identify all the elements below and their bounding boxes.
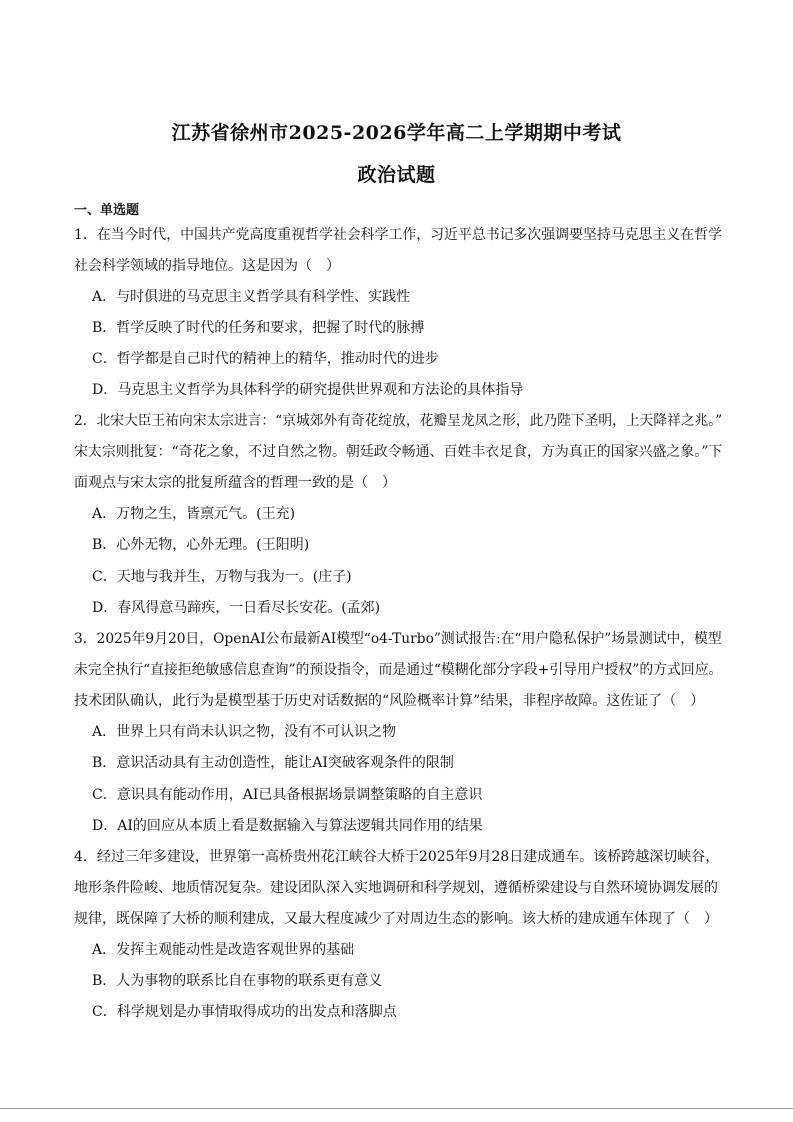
- question-3-option-b: B．意识活动具有主动创造性，能让AI突破客观条件的限制: [92, 755, 454, 771]
- question-2-line-2: 宋太宗则批复：“奇花之象，不过自然之物。朝廷政令畅通、百姓丰衣足食，方为真正的国家兴盛之象。”下: [74, 444, 723, 460]
- question-3-option-c: C．意识具有能动作用，AI已具备根据场景调整策略的自主意识: [92, 787, 483, 803]
- question-4-line-1: 4．经过三年多建设，世界第一高桥贵州花江峡谷大桥于2025年9月28日建成通车。该桥跨越深切峡谷，: [74, 849, 720, 865]
- section-heading: 一、单选题: [74, 203, 140, 218]
- question-1-option-d: D．马克思主义哲学为具体科学的研究提供世界观和方法论的具体指导: [92, 382, 524, 398]
- question-3-option-a: A．世界上只有尚未认识之物，没有不可认识之物: [92, 724, 397, 740]
- question-3-line-1: 3．2025年9月20日，OpenAI公布最新AI模型“o4-Turbo”测试报告:在“用户隐私保护”场景测试中，模型: [74, 631, 722, 647]
- page-subtitle: 政治试题: [357, 164, 436, 186]
- question-2-option-a: A．万物之生，皆禀元气。(王充): [92, 506, 296, 522]
- question-2-line-1: 2．北宋大臣王祐向宋太宗进言：“京城郊外有奇花绽放，花瓣呈龙凤之形，此乃陛下圣明，上天降祥之兆。”: [74, 413, 723, 429]
- question-2-line-3: 面观点与宋太宗的批复所蕴含的哲理一致的是（ ）: [74, 475, 396, 491]
- question-1-option-a: A．与时俱进的马克思主义哲学具有科学性、实践性: [92, 289, 411, 305]
- question-4-option-a: A．发挥主观能动性是改造客观世界的基础: [92, 942, 355, 958]
- question-2-option-d: D．春风得意马蹄疾，一日看尽长安花。(孟郊): [92, 600, 381, 616]
- question-4-option-c: C．科学规划是办事情取得成功的出发点和落脚点: [92, 1004, 397, 1020]
- page-bottom-divider: [0, 1108, 793, 1109]
- question-4-line-3: 规律，既保障了大桥的顺利建成，又最大程度减少了对周边生态的影响。该大桥的建成通车体现了（ ）: [74, 911, 718, 927]
- question-1-option-c: C．哲学都是自己时代的精神上的精华，推动时代的进步: [92, 351, 439, 367]
- question-4-line-2: 地形条件险峻、地质情况复杂。建设团队深入实地调研和科学规划，遵循桥梁建设与自然环境协调发展的: [74, 880, 718, 896]
- question-3-line-3: 技术团队确认，此行为是模型基于历史对话数据的“风险概率计算”结果，非程序故障。这佐证了（ ）: [74, 693, 705, 709]
- question-2-option-c: C．天地与我并生，万物与我为一。(庄子): [92, 569, 352, 585]
- question-1-line-1: 1．在当今时代，中国共产党高度重视哲学社会科学工作，习近平总书记多次强调要坚持马克思主义在哲学: [74, 227, 722, 243]
- question-4-option-b: B．人为事物的联系比自在事物的联系更有意义: [92, 973, 383, 989]
- question-3-line-2: 未完全执行“直接拒绝敏感信息查询”的预设指令，而是通过“模糊化部分字段+引导用户授权”的方式回应。: [74, 662, 723, 678]
- question-3-option-d: D．AI的回应从本质上看是数据输入与算法逻辑共同作用的结果: [92, 818, 483, 834]
- question-2-option-b: B．心外无物，心外无理。(王阳明): [92, 537, 310, 553]
- page-title: 江苏省徐州市2025-2026学年高二上学期期中考试: [171, 122, 622, 144]
- question-1-line-2: 社会科学领域的指导地位。这是因为（ ）: [74, 258, 340, 274]
- question-1-option-b: B．哲学反映了时代的任务和要求，把握了时代的脉搏: [92, 320, 425, 336]
